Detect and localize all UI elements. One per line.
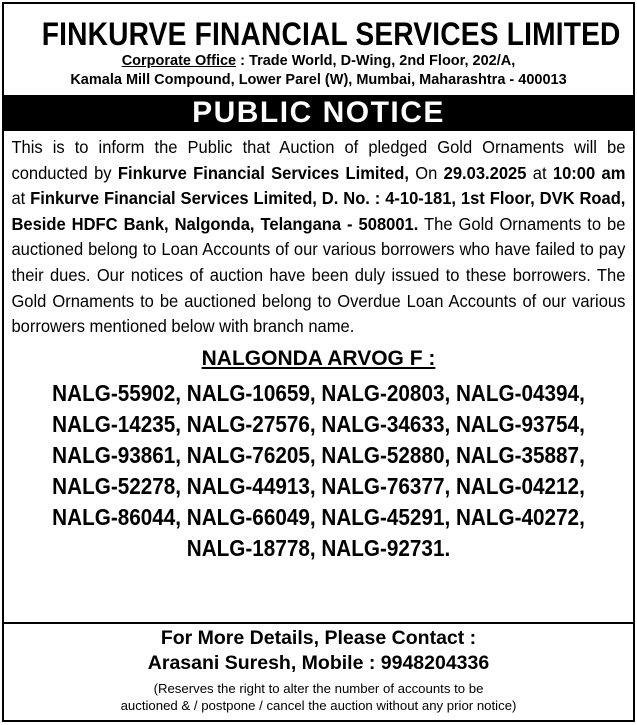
public-notice <box>2 2 635 722</box>
account-line: NALG-55902, NALG-10659, NALG-20803, NALG-04394, <box>52 379 585 406</box>
account-line: NALG-93861, NALG-76205, NALG-52880, NALG-35887, <box>52 441 585 468</box>
section-divider <box>4 622 633 624</box>
auction-venue: Finkurve Financial Services Limited, D. No. : 4-10-181, 1st Floor, DVK Road, Beside HDFC Bank, Nalgonda, Telangana - 508001. <box>11 188 626 234</box>
auction-date: 29.03.2025 <box>443 162 527 183</box>
body-text-4: at <box>11 188 31 209</box>
auction-time: 10:00 am <box>552 162 626 183</box>
office-address-part-1: : Trade World, D-Wing, 2nd Floor, 202/A, <box>236 53 516 69</box>
branch-name: NALGONDA ARVOG F : <box>201 346 436 370</box>
disclaimer-line-1: (Reserves the right to alter the number of accounts to be <box>153 681 484 696</box>
disclaimer-line-2: auctioned & / postpone / cancel the auction without any prior notice) <box>120 698 517 713</box>
office-address <box>4 52 633 90</box>
office-address-line-2: Kamala Mill Compound, Lower Parel (W), Mumbai, Maharashtra - 400013 <box>70 72 567 88</box>
body-text-1: This is to inform the Public that Auction of pledged Gold Ornaments will be conducted by <box>11 137 626 183</box>
contact-heading: For More Details, Please Contact : <box>160 627 477 649</box>
company-name: FINKURVE FINANCIAL SERVICES LIMITED <box>41 16 621 52</box>
contact-details <box>4 626 633 676</box>
body-text-3: at <box>526 162 553 183</box>
body-text-5: The Gold Ornaments to be auctioned belong to Loan Accounts of our various borrowers who have failed to pay their dues. Our notices of auction have been duly issued to these borrowers. The Gold Ornaments to be auctioned belong to Overdue Loan Accounts of our various borrowers mentioned below with branch name. <box>11 213 626 337</box>
public-notice-banner: PUBLIC NOTICE <box>4 95 633 131</box>
account-line: NALG-86044, NALG-66049, NALG-45291, NALG-40272, <box>52 503 585 530</box>
account-list <box>35 378 601 564</box>
account-line: NALG-18778, NALG-92731. <box>186 534 451 561</box>
account-line: NALG-52278, NALG-44913, NALG-76377, NALG-04212, <box>52 472 585 499</box>
office-label: Corporate Office <box>121 53 237 69</box>
body-text-2: On <box>408 162 444 183</box>
notice-body <box>4 131 633 340</box>
company-name-inline: Finkurve Financial Services Limited, <box>117 162 409 183</box>
contact-person: Arasani Suresh, Mobile : 9948204336 <box>147 652 490 674</box>
disclaimer <box>4 680 633 714</box>
office-address-line-1 <box>4 52 633 71</box>
account-line: NALG-14235, NALG-27576, NALG-34633, NALG-93754, <box>52 410 585 437</box>
branch-heading <box>4 346 633 372</box>
